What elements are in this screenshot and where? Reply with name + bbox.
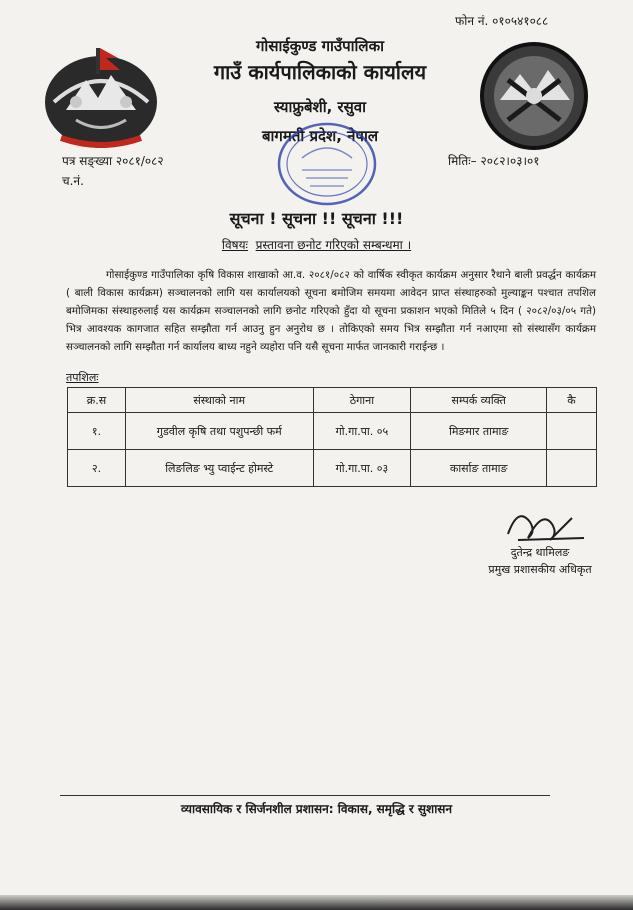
table-row (68, 413, 597, 450)
office-seal-stamp (272, 118, 382, 210)
province-name: बागमती प्रदेश, नेपाल (261, 127, 379, 145)
cell-entity-name: लिङलिङ भ्यु प्वाईन्ट होमस्टे (125, 450, 313, 487)
nepal-emblem-icon (36, 40, 166, 152)
col-address: ठेगाना (313, 388, 411, 413)
table-header-row (68, 388, 597, 413)
footer-motto: व्यावसायिक र सिर्जनशील प्रशासन: विकास, समृद्धि र सुशासन (180, 802, 453, 816)
cell-entity-name: गुडवील कृषि तथा पशुपन्छी फर्म (125, 413, 313, 450)
notice-body: गोसाईकुण्ड गाउँपालिका कृषि विकास शाखाको आ.व. २०८१/०८२ को वार्षिक स्वीकृत कार्यक्रम अनुसार रैथाने बाली प्रवर्द्धन कार्यक्रम ( बाली विकास कार्यक्रम) सञ्चालनको लागि यस कार्यालयको सूचना बमोजिम समयमा आवेदन प्राप्त संस्थाहरुको मुल्याङ्कन पश्चात तपशिल बमोजिमका संस्थाहरुलाई यस कार्यक्रम सञ्चालनको लागि छनोट गरिएको हुँदा यो सूचना प्रकाशन भएको मितिले ५ दिन ( २०८२/०३/०५ गते) भित्र आवश्यक कागजात सहित सम्झौता गर्न आउनु हुन अनुरोध छ । तोकिएको समय भित्र सम्झौता गर्न नआएमा सो संस्थासँग कार्यक्रम सञ्चालनको लागि सम्झौता गर्न कार्यालय बाध्य नहुने व्यहोरा पनि यसै सूचना मार्फत जानकारी गराईन्छ । (66, 269, 596, 353)
signer-title: प्रमुख प्रशासकीय अधिकृत (488, 563, 592, 576)
cell-address: गो.गा.पा. ०३ (313, 450, 411, 487)
scan-edge-shadow (0, 895, 633, 910)
municipality-name: गोसाईकुण्ड गाउँपालिका (255, 37, 385, 55)
municipality-logo-icon (478, 40, 590, 152)
table-row (68, 450, 597, 487)
col-serial: क्र.स (68, 388, 126, 413)
reference-number: पत्र सङ्ख्या २०८१/०८२ (62, 154, 164, 168)
dispatch-number: च.नं. (62, 174, 84, 188)
col-entity-name: संस्थाको नाम (125, 388, 313, 413)
office-name: गाउँ कार्यपालिकाको कार्यालय (213, 60, 427, 84)
cell-remarks (547, 450, 597, 487)
col-remarks: कै (547, 388, 597, 413)
cell-serial: १. (68, 413, 126, 450)
subject-text: प्रस्तावना छनोट गरिएको सम्बन्धमा । (255, 238, 412, 252)
letter-date: मितिः– २०८२।०३।०१ (448, 154, 540, 168)
signature-mark (498, 500, 588, 550)
cell-address: गो.गा.पा. ०५ (313, 413, 411, 450)
cell-contact-person: मिङमार तामाङ (411, 413, 547, 450)
subject-label: विषयः (221, 238, 248, 252)
cell-contact-person: कार्साङ तामाङ (411, 450, 547, 487)
notice-title: सूचना ! सूचना !! सूचना !!! (229, 209, 404, 228)
col-contact-person: सम्पर्क व्यक्ति (411, 388, 547, 413)
cell-serial: २. (68, 450, 126, 487)
details-label: तपशिलः (66, 371, 99, 384)
subject-line (0, 236, 633, 253)
signer-name: दुतेन्द्र थामिलङ (510, 546, 570, 559)
selected-entities-table (67, 387, 597, 487)
phone-number: फोन नं. ०१०५४१०८८ (455, 14, 549, 28)
cell-remarks (547, 413, 597, 450)
office-location: स्याफ्रुबेशी, रसुवा (273, 98, 367, 116)
footer-divider (60, 795, 550, 796)
